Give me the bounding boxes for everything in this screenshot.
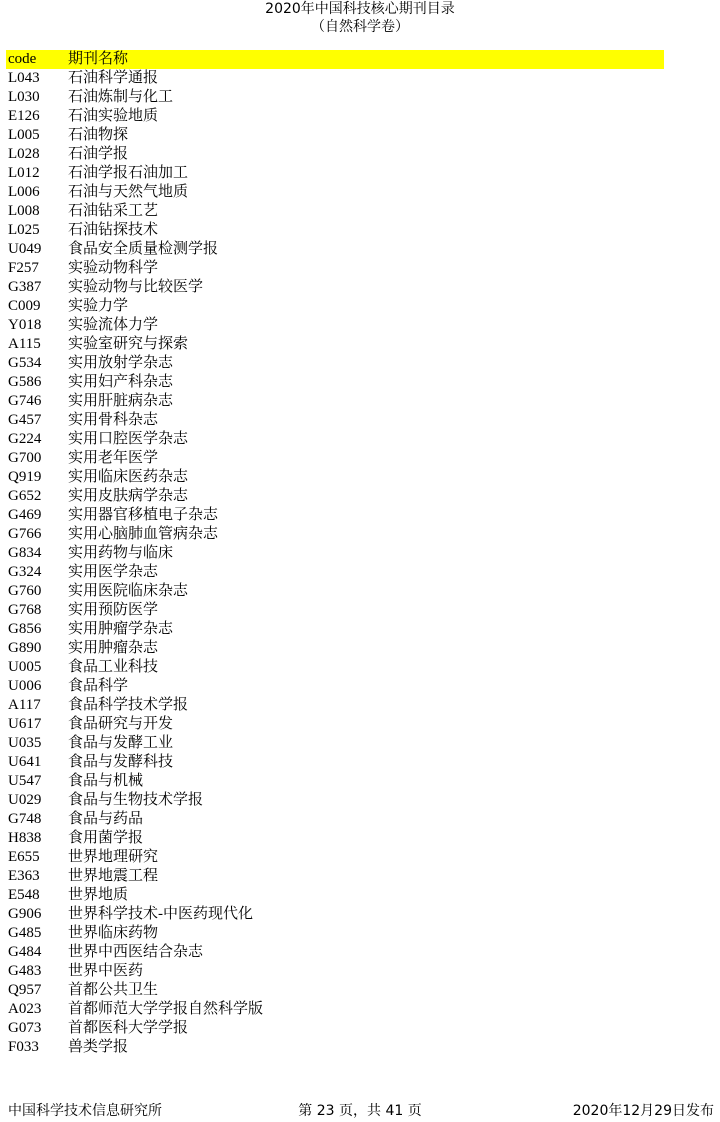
journal-code: Y018	[8, 317, 42, 333]
table-row	[6, 278, 664, 297]
table-row	[6, 829, 664, 848]
table-row	[6, 563, 664, 582]
journal-code: G324	[8, 564, 42, 580]
journal-name: 实用临床医药杂志	[68, 469, 189, 485]
journal-code: G224	[8, 431, 42, 447]
journal-name: 世界中西医结合杂志	[68, 944, 204, 960]
table-row	[6, 753, 664, 772]
table-row	[6, 601, 664, 620]
journal-name: 食品工业科技	[68, 659, 159, 675]
table-row	[6, 449, 664, 468]
table-row	[6, 620, 664, 639]
journal-code: F257	[8, 260, 39, 276]
column-header-code: code	[8, 51, 37, 67]
journal-code: E126	[8, 108, 40, 124]
table-row	[6, 88, 664, 107]
table-row	[6, 297, 664, 316]
journal-code: U641	[8, 754, 42, 770]
journal-code: A117	[8, 697, 41, 713]
journal-name: 石油与天然气地质	[68, 184, 189, 200]
journal-name: 石油实验地质	[68, 108, 159, 124]
journal-code: H838	[8, 830, 42, 846]
table-row	[6, 126, 664, 145]
journal-code: G766	[8, 526, 42, 542]
journal-code: G768	[8, 602, 42, 618]
journal-name: 食品研究与开发	[68, 716, 174, 732]
journal-name: 世界科学技术-中医药现代化	[68, 906, 253, 922]
journal-name: 世界地震工程	[68, 868, 159, 884]
table-row	[6, 639, 664, 658]
journal-name: 实用骨科杂志	[68, 412, 159, 428]
table-row	[6, 69, 664, 88]
journal-code: L006	[8, 184, 40, 200]
table-header-row	[6, 50, 664, 69]
journal-name: 食品与药品	[68, 811, 144, 827]
journal-code: L005	[8, 127, 40, 143]
table-row	[6, 221, 664, 240]
journal-code: G469	[8, 507, 42, 523]
journal-name: 食品科学技术学报	[68, 697, 189, 713]
table-row	[6, 392, 664, 411]
journal-code: U049	[8, 241, 42, 257]
journal-code: U035	[8, 735, 42, 751]
journal-code: L008	[8, 203, 40, 219]
table-row	[6, 848, 664, 867]
table-row	[6, 373, 664, 392]
journal-code: G760	[8, 583, 42, 599]
journal-name: 实验动物科学	[68, 260, 159, 276]
journal-code: L012	[8, 165, 40, 181]
table-row	[6, 772, 664, 791]
table-row	[6, 468, 664, 487]
journal-name: 实用放射学杂志	[68, 355, 174, 371]
journal-name: 首都医科大学学报	[68, 1020, 189, 1036]
journal-name: 实验流体力学	[68, 317, 159, 333]
journal-code: E548	[8, 887, 40, 903]
table-row	[6, 1019, 664, 1038]
table-row	[6, 506, 664, 525]
journal-name: 实用医院临床杂志	[68, 583, 189, 599]
table-row	[6, 259, 664, 278]
journal-code: G483	[8, 963, 42, 979]
table-row	[6, 943, 664, 962]
journal-code: U547	[8, 773, 42, 789]
journal-name: 实验力学	[68, 298, 129, 314]
journal-code: G485	[8, 925, 42, 941]
table-row	[6, 696, 664, 715]
journal-code: Q957	[8, 982, 42, 998]
journal-name: 实用预防医学	[68, 602, 159, 618]
table-row	[6, 164, 664, 183]
journal-code: A023	[8, 1001, 42, 1017]
journal-name: 实验动物与比较医学	[68, 279, 204, 295]
journal-code: G906	[8, 906, 42, 922]
table-row	[6, 202, 664, 221]
journal-code: G652	[8, 488, 42, 504]
journal-code: L030	[8, 89, 40, 105]
page-footer	[0, 1102, 720, 1120]
table-row	[6, 411, 664, 430]
table-row	[6, 981, 664, 1000]
table-row	[6, 582, 664, 601]
table-row	[6, 525, 664, 544]
journal-code: G457	[8, 412, 42, 428]
journal-code: G586	[8, 374, 42, 390]
table-row	[6, 658, 664, 677]
journal-name: 食品安全质量检测学报	[68, 241, 219, 257]
journal-name: 食品与发酵工业	[68, 735, 174, 751]
journal-name: 石油学报	[68, 146, 129, 162]
table-row	[6, 791, 664, 810]
journal-code: U006	[8, 678, 42, 694]
journal-name: 石油钻探技术	[68, 222, 159, 238]
journal-code: G484	[8, 944, 42, 960]
journal-name: 食品与生物技术学报	[68, 792, 204, 808]
journal-name: 实用心脑肺血管病杂志	[68, 526, 219, 542]
journal-code: U617	[8, 716, 42, 732]
journal-code: G746	[8, 393, 42, 409]
table-row	[6, 487, 664, 506]
table-row	[6, 145, 664, 164]
table-row	[6, 354, 664, 373]
journal-name: 食品与发酵科技	[68, 754, 174, 770]
footer-page-info: 第 23 页，共 41 页	[298, 1103, 422, 1119]
journal-table-body	[6, 69, 664, 1057]
journal-code: C009	[8, 298, 41, 314]
journal-name: 首都师范大学学报自然科学版	[68, 1001, 264, 1017]
journal-code: U005	[8, 659, 42, 675]
journal-name: 石油炼制与化工	[68, 89, 174, 105]
journal-code: Q919	[8, 469, 42, 485]
journal-code: F033	[8, 1039, 39, 1055]
footer-release-date: 2020年12月29日发布	[572, 1103, 714, 1119]
journal-name: 首都公共卫生	[68, 982, 159, 998]
table-row	[6, 107, 664, 126]
journal-name: 实用肿瘤学杂志	[68, 621, 174, 637]
journal-code: G700	[8, 450, 42, 466]
journal-name: 世界地质	[68, 887, 129, 903]
journal-code: G534	[8, 355, 42, 371]
journal-code: G073	[8, 1020, 42, 1036]
journal-name: 实用老年医学	[68, 450, 159, 466]
journal-name: 食品与机械	[68, 773, 144, 789]
journal-code: G890	[8, 640, 42, 656]
journal-code: E655	[8, 849, 40, 865]
table-row	[6, 886, 664, 905]
column-header-name: 期刊名称	[68, 51, 129, 67]
journal-name: 石油科学通报	[68, 70, 159, 86]
journal-name: 实用肝脏病杂志	[68, 393, 174, 409]
journal-name: 石油学报石油加工	[68, 165, 189, 181]
title-line-1: 2020年中国科技核心期刊目录	[265, 1, 455, 17]
table-row	[6, 810, 664, 829]
journal-name: 食品科学	[68, 678, 129, 694]
journal-code: U029	[8, 792, 42, 808]
journal-code: L043	[8, 70, 40, 86]
table-row	[6, 734, 664, 753]
table-row	[6, 924, 664, 943]
journal-name: 食用菌学报	[68, 830, 144, 846]
journal-code: G748	[8, 811, 42, 827]
table-row	[6, 677, 664, 696]
journal-name: 实用器官移植电子杂志	[68, 507, 219, 523]
journal-name: 实用口腔医学杂志	[68, 431, 189, 447]
journal-name: 世界临床药物	[68, 925, 159, 941]
table-row	[6, 867, 664, 886]
table-row	[6, 335, 664, 354]
journal-name: 石油钻采工艺	[68, 203, 159, 219]
journal-code: G856	[8, 621, 42, 637]
journal-code: L025	[8, 222, 40, 238]
table-row	[6, 962, 664, 981]
journal-code: A115	[8, 336, 41, 352]
table-row	[6, 240, 664, 259]
journal-name: 世界地理研究	[68, 849, 159, 865]
journal-name: 实用药物与临床	[68, 545, 174, 561]
journal-name: 实验室研究与探索	[68, 336, 189, 352]
journal-name: 石油物探	[68, 127, 129, 143]
journal-name: 世界中医药	[68, 963, 144, 979]
table-row	[6, 1038, 664, 1057]
journal-code: G387	[8, 279, 42, 295]
table-row	[6, 544, 664, 563]
table-row	[6, 715, 664, 734]
table-row	[6, 430, 664, 449]
table-row	[6, 316, 664, 335]
journal-name: 实用妇产科杂志	[68, 374, 174, 390]
footer-publisher: 中国科学技术信息研究所	[8, 1103, 162, 1119]
document-title	[0, 0, 720, 36]
journal-name: 实用医学杂志	[68, 564, 159, 580]
journal-code: G834	[8, 545, 42, 561]
journal-name: 兽类学报	[68, 1039, 129, 1055]
table-row	[6, 905, 664, 924]
table-row	[6, 1000, 664, 1019]
table-row	[6, 183, 664, 202]
journal-name: 实用皮肤病学杂志	[68, 488, 189, 504]
journal-code: L028	[8, 146, 40, 162]
journal-name: 实用肿瘤杂志	[68, 640, 159, 656]
journal-code: E363	[8, 868, 40, 884]
title-line-2: （自然科学卷）	[311, 19, 409, 35]
